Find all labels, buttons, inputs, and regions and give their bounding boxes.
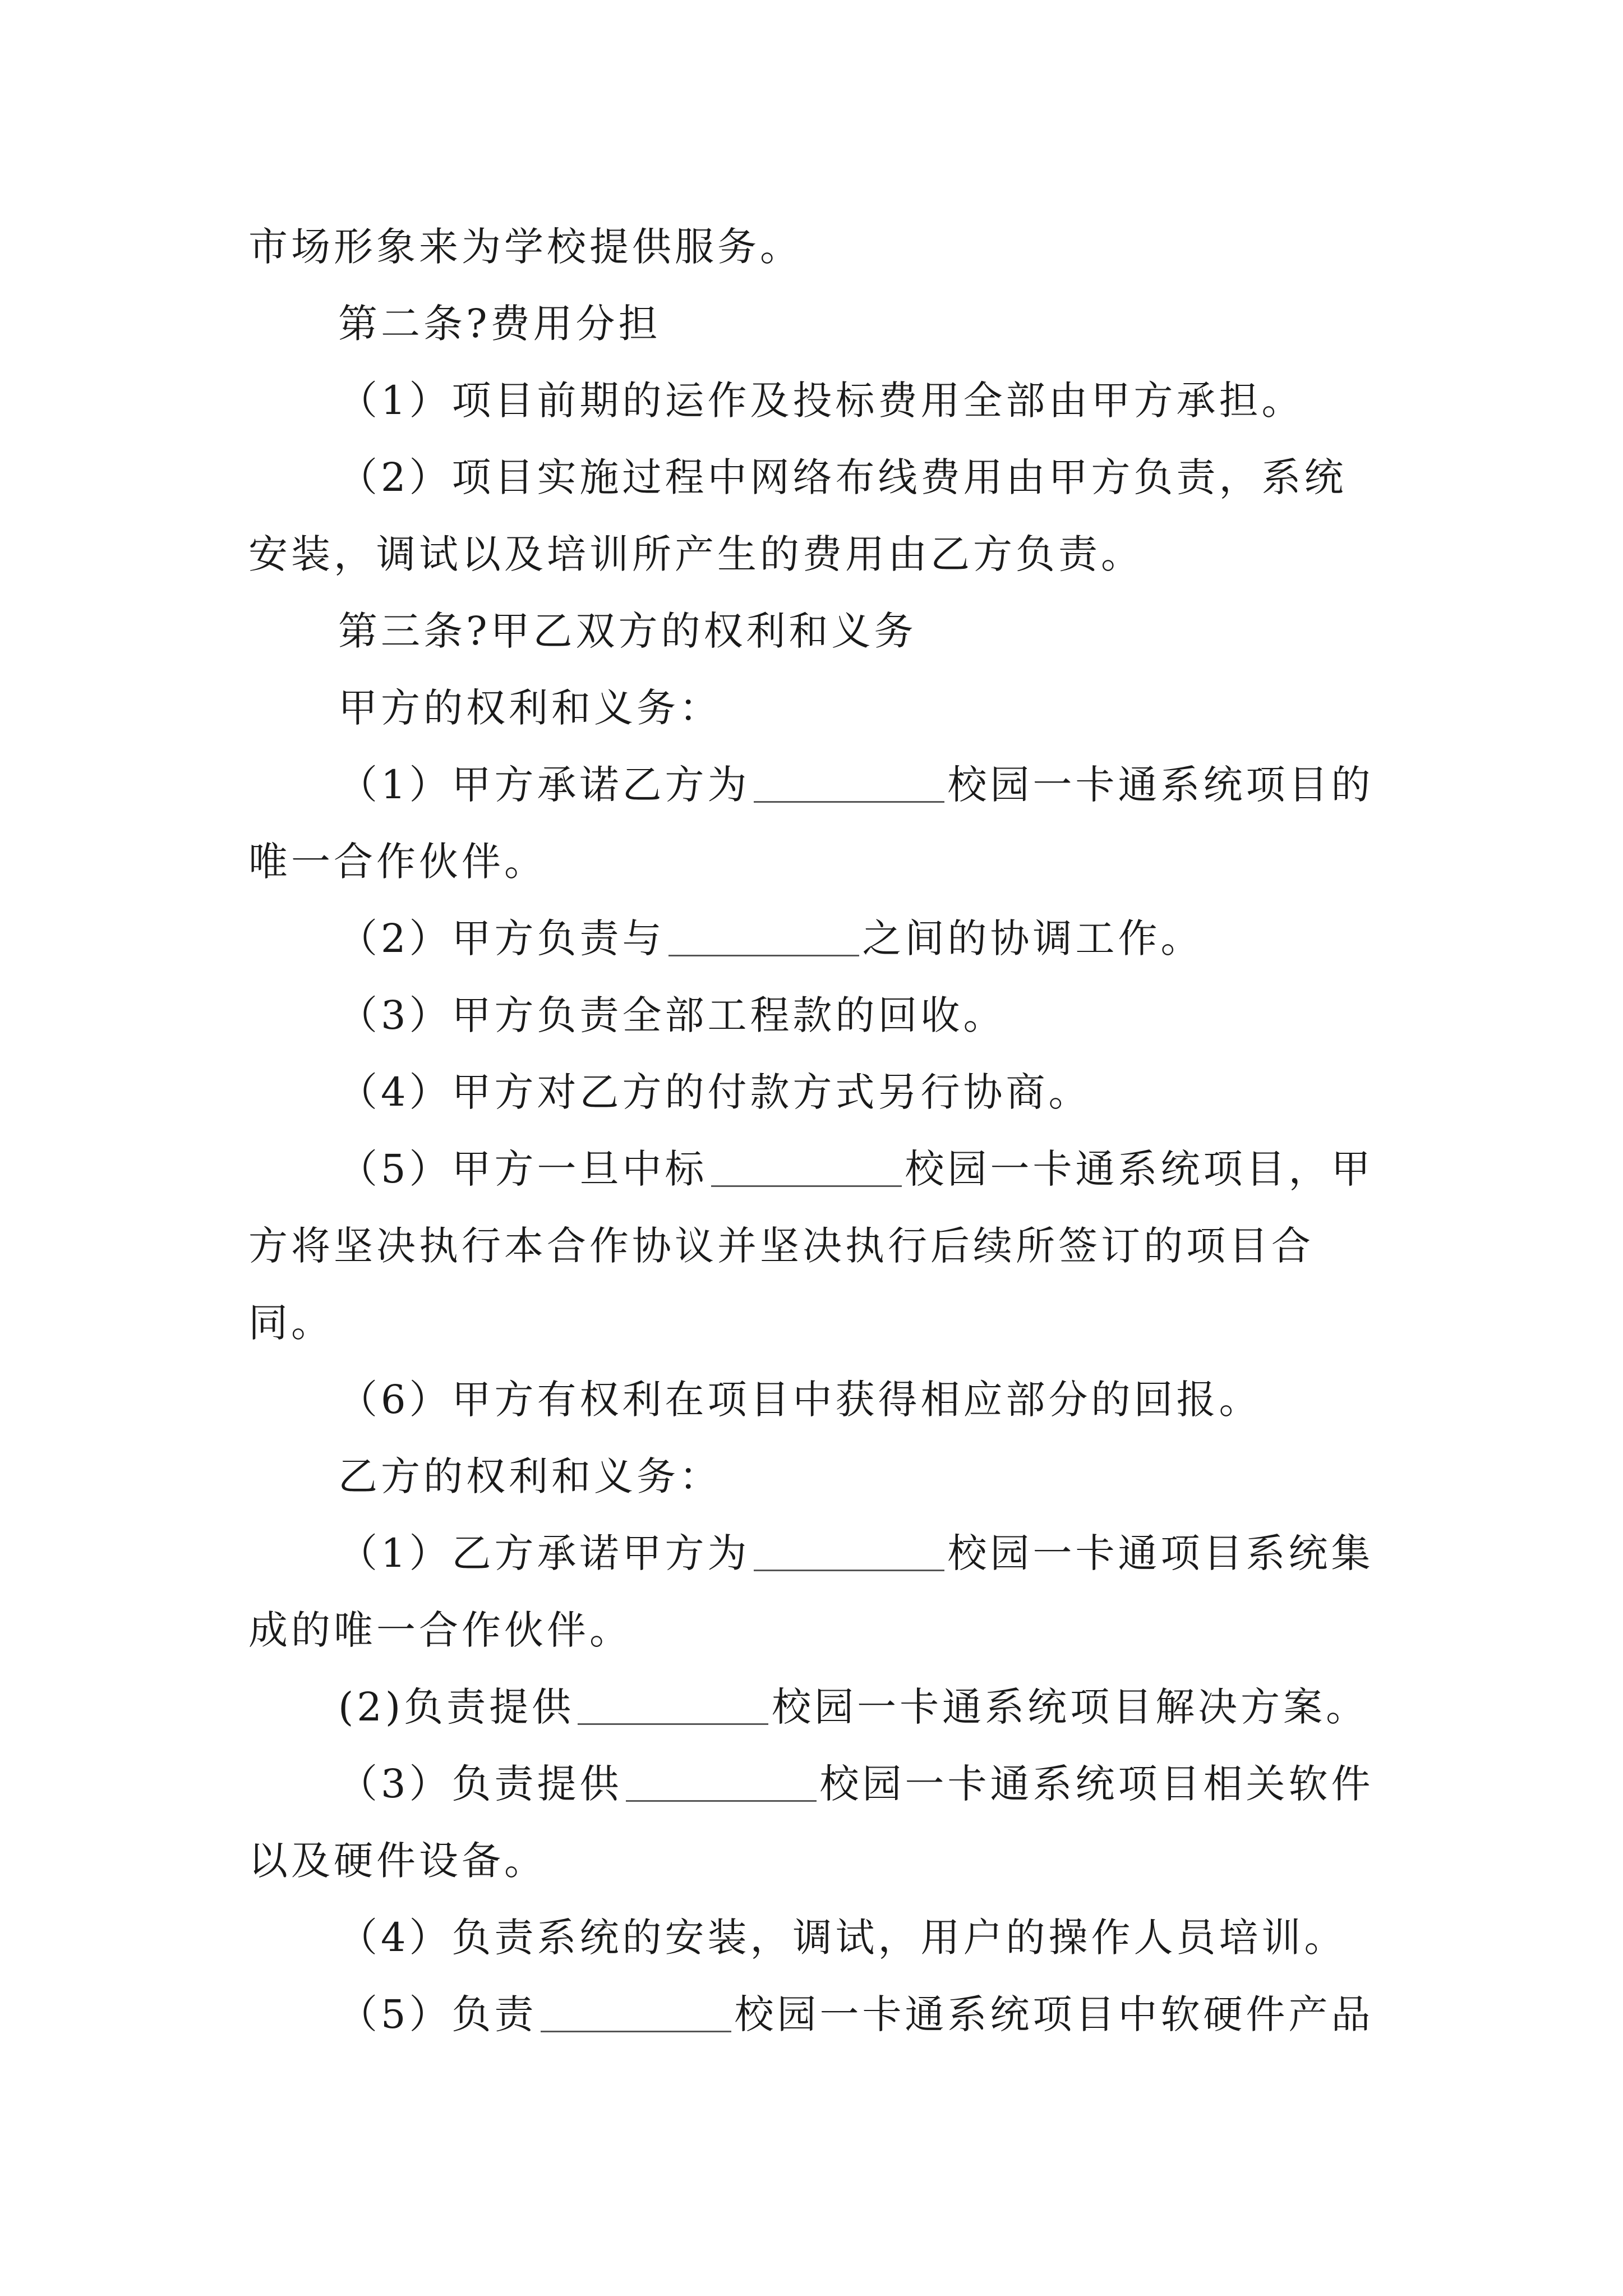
- text-line: [248, 439, 1376, 516]
- text-line: [248, 209, 1376, 286]
- fill-in-blank[interactable]: [754, 767, 944, 803]
- text-line: [248, 1899, 1376, 1976]
- text-line: [248, 1746, 1376, 1823]
- section-heading: [248, 593, 1376, 670]
- text-line: [248, 1054, 1376, 1131]
- text-segment: 同。: [248, 1300, 334, 1346]
- text-segment: 校园一卡通项目系统集: [947, 1530, 1374, 1576]
- text-line: [248, 362, 1376, 439]
- text-line: [248, 1592, 1376, 1669]
- text-line: [248, 1515, 1376, 1592]
- fill-in-blank[interactable]: [711, 1152, 902, 1187]
- text-segment: （4）负责系统的安装，调试，用户的操作人员培训。: [338, 1915, 1347, 1961]
- text-segment: 校园一卡通系统项目，甲: [905, 1146, 1374, 1192]
- text-line: [248, 1285, 1376, 1361]
- document-body: [248, 209, 1376, 2053]
- text-segment: 成的唯一合作伙伴。: [248, 1607, 632, 1653]
- text-line: [248, 1823, 1376, 1899]
- text-segment: 校园一卡通系统项目中软硬件产品: [734, 1991, 1374, 2037]
- text-line: [248, 823, 1376, 900]
- text-line: [248, 1669, 1376, 1746]
- text-segment: （1）乙方承诺甲方为: [338, 1530, 750, 1576]
- subsection-heading: [248, 1438, 1376, 1515]
- fill-in-blank[interactable]: [541, 1997, 731, 2032]
- text-segment: 安装，调试以及培训所产生的费用由乙方负责。: [248, 531, 1144, 577]
- subsection-heading: [248, 670, 1376, 747]
- text-segment: 第二条?费用分担: [338, 301, 661, 347]
- text-segment: 之间的协调工作。: [862, 915, 1204, 961]
- text-segment: (2)负责提供: [338, 1684, 575, 1730]
- text-segment: （6）甲方有权利在项目中获得相应部分的回报。: [338, 1377, 1262, 1423]
- text-segment: 甲方的权利和义务：: [338, 685, 722, 731]
- fill-in-blank[interactable]: [668, 921, 859, 956]
- text-line: [248, 1976, 1376, 2053]
- text-segment: （1）甲方承诺乙方为: [338, 762, 750, 808]
- text-line: [248, 900, 1376, 977]
- text-line: [248, 1131, 1376, 1208]
- text-segment: 校园一卡通系统项目相关软件: [819, 1761, 1374, 1807]
- text-segment: 方将坚决执行本合作协议并坚决执行后续所签订的项目合: [248, 1223, 1314, 1269]
- fill-in-blank[interactable]: [578, 1690, 768, 1725]
- text-line: [248, 1208, 1376, 1285]
- fill-in-blank[interactable]: [626, 1766, 817, 1802]
- text-segment: 以及硬件设备。: [248, 1838, 547, 1884]
- text-segment: 校园一卡通系统项目解决方案。: [772, 1684, 1369, 1730]
- text-segment: （2）项目实施过程中网络布线费用由甲方负责，系统: [338, 454, 1347, 500]
- text-segment: （4）甲方对乙方的付款方式另行协商。: [338, 1069, 1091, 1115]
- section-heading: [248, 286, 1376, 362]
- text-line: [248, 747, 1376, 823]
- text-segment: 唯一合作伙伴。: [248, 839, 547, 885]
- text-segment: （3）甲方负责全部工程款的回收。: [338, 992, 1006, 1038]
- text-segment: 市场形象来为学校提供服务。: [248, 224, 803, 270]
- text-segment: （1）项目前期的运作及投标费用全部由甲方承担。: [338, 378, 1304, 424]
- text-line: [248, 516, 1376, 593]
- text-segment: （3）负责提供: [338, 1761, 623, 1807]
- text-segment: （5）甲方一旦中标: [338, 1146, 708, 1192]
- fill-in-blank[interactable]: [754, 1536, 944, 1571]
- text-line: [248, 977, 1376, 1054]
- text-segment: （2）甲方负责与: [338, 915, 665, 961]
- text-segment: （5）负责: [338, 1991, 537, 2037]
- text-segment: 校园一卡通系统项目的: [947, 762, 1374, 808]
- text-line: [248, 1361, 1376, 1438]
- text-segment: 第三条?甲乙双方的权利和义务: [338, 608, 917, 654]
- text-segment: 乙方的权利和义务：: [338, 1453, 722, 1499]
